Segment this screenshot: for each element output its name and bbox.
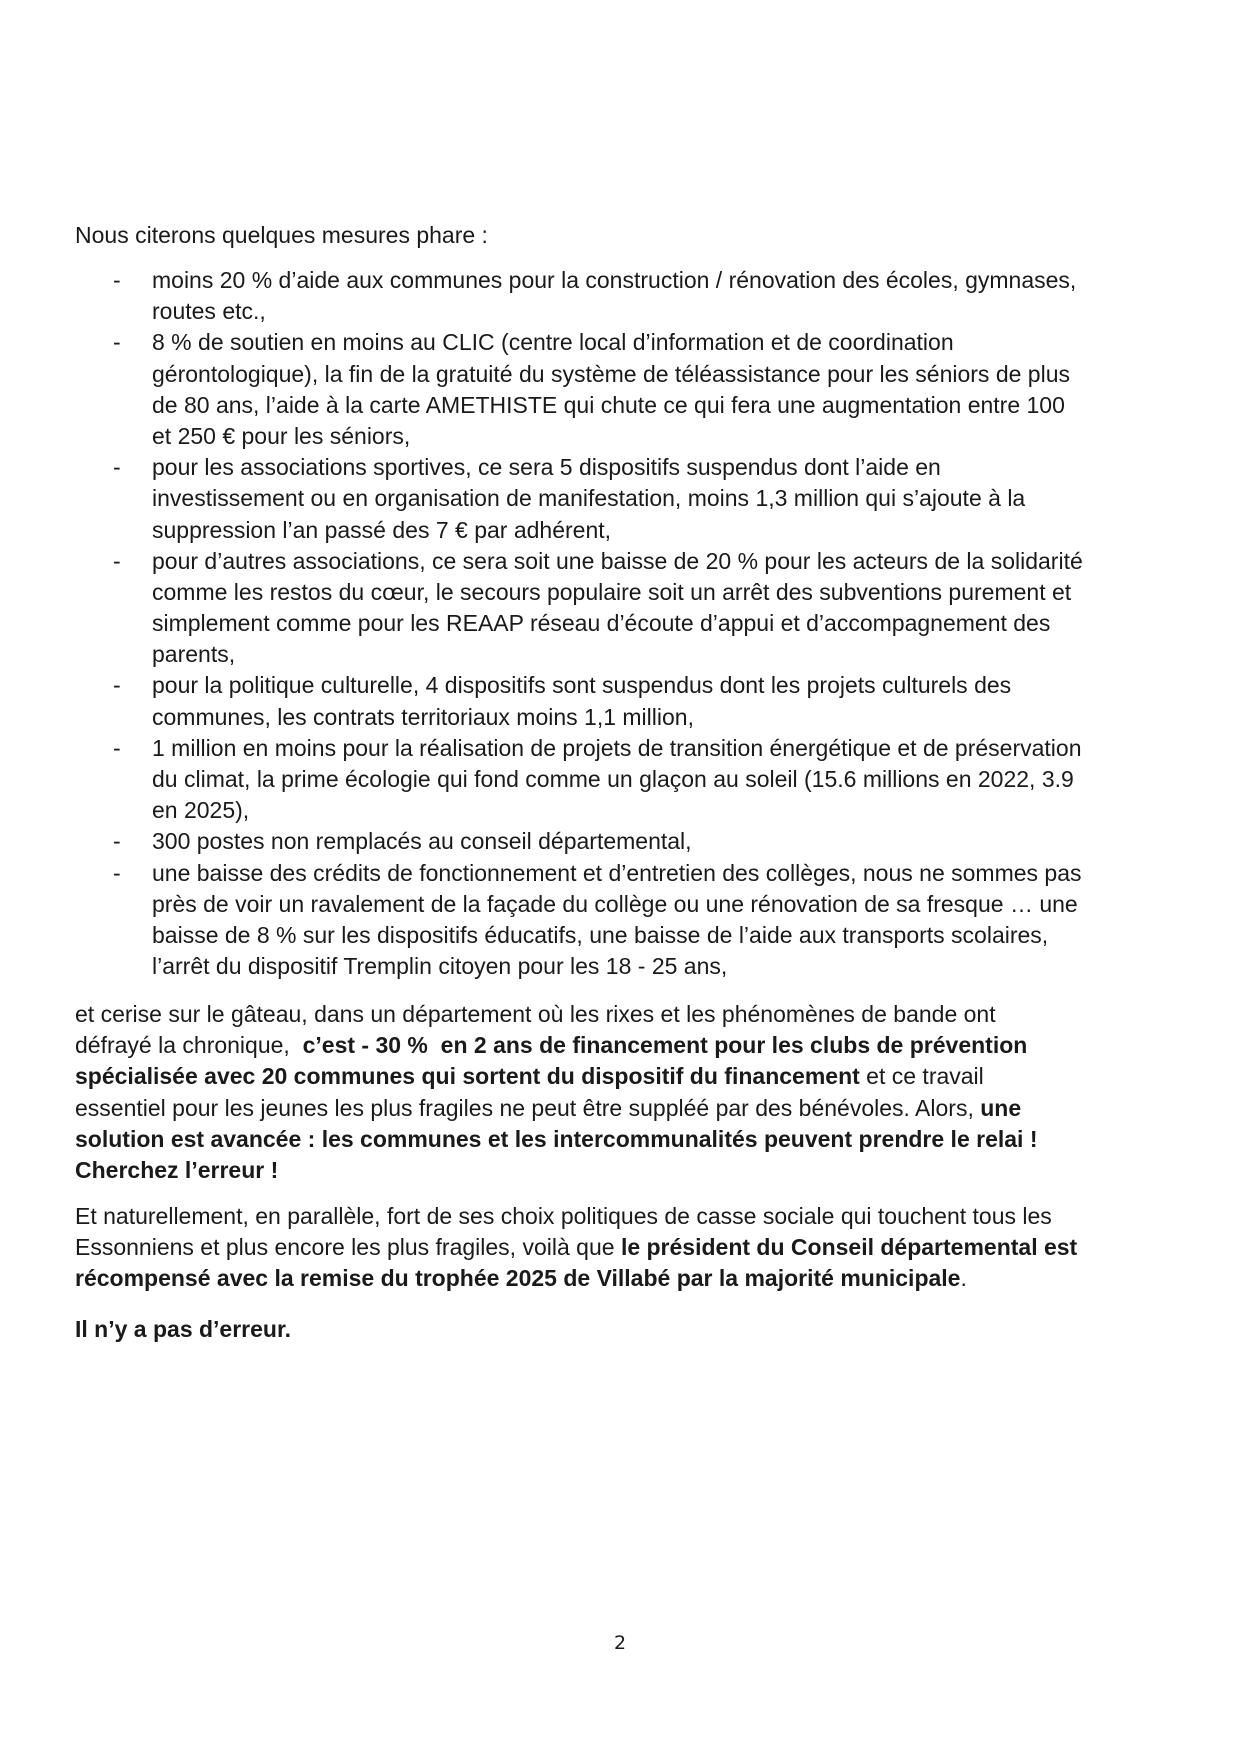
- bold-text: Il n’y a pas d’erreur.: [75, 1316, 292, 1342]
- list-item: [75, 327, 1083, 452]
- paragraph-line: [75, 1263, 1077, 1294]
- paragraph-trophy: [75, 1201, 1077, 1295]
- intro-text: Nous citerons quelques mesures phare :: [75, 222, 488, 248]
- list-item-line: routes etc.,: [152, 298, 266, 325]
- list-item-line: investissement ou en organisation de manifestation, moins 1,3 million qui s’ajoute à la: [152, 485, 1026, 512]
- list-item-line: 300 postes non remplacés au conseil départemental,: [152, 828, 692, 855]
- paragraph-line: [75, 1232, 1077, 1263]
- list-item: [75, 452, 1083, 546]
- list-item-line: et 250 € pour les séniors,: [152, 422, 411, 449]
- bold-text: Cherchez l’erreur !: [75, 1156, 279, 1183]
- bullet-dash: -: [113, 267, 121, 293]
- paragraph-prevention: [75, 999, 1038, 1186]
- bold-text: c’est - 30 % en 2 ans de financement pour les clubs de prévention: [302, 1032, 1028, 1059]
- list-item: [75, 826, 1083, 857]
- list-item-line: près de voir un ravalement de la façade du collège ou une rénovation de sa fresque … une: [152, 890, 1078, 917]
- paragraph-line: [75, 1093, 1038, 1124]
- paragraph-line: [75, 1314, 291, 1345]
- list-item-line: gérontologique), la fin de la gratuité du système de téléassistance pour les séniors de plus: [152, 360, 1070, 387]
- text-run: et cerise sur le gâteau, dans un département où les rixes et les phénomènes de bande ont: [75, 1001, 996, 1027]
- list-item-line: communes, les contrats territoriaux moins 1,1 million,: [152, 703, 694, 730]
- list-item: [75, 546, 1083, 671]
- list-item-line: pour la politique culturelle, 4 dispositifs sont suspendus dont les projets culturels des: [152, 672, 1012, 699]
- bold-text: solution est avancée : les communes et les intercommunalités peuvent prendre le relai !: [75, 1125, 1038, 1152]
- bullet-dash: -: [113, 828, 121, 855]
- bullet-dash: -: [113, 672, 121, 699]
- list-item-line: parents,: [152, 641, 236, 668]
- bullet-dash: -: [113, 329, 121, 356]
- paragraph-conclusion: [75, 1314, 291, 1345]
- text-run: essentiel pour les jeunes les plus fragiles ne peut être suppléé par des bénévoles. Alors,: [75, 1094, 981, 1121]
- list-item: [75, 265, 1083, 327]
- list-item-line: en 2025),: [152, 797, 250, 824]
- bullet-dash: -: [113, 547, 121, 574]
- list-item-line: pour d’autres associations, ce sera soit une baisse de 20 % pour les acteurs de la solidarité: [152, 547, 1083, 574]
- list-item-line: baisse de 8 % sur les dispositifs éducatifs, une baisse de l’aide aux transports scolaires,: [152, 921, 1049, 948]
- list-item: [75, 858, 1083, 983]
- text-run: .: [960, 1265, 967, 1292]
- bullet-dash: -: [113, 454, 121, 481]
- paragraph-line: [75, 1124, 1038, 1155]
- list-item-line: une baisse des crédits de fonctionnement et d’entretien des collèges, nous ne sommes pas: [152, 859, 1082, 886]
- list-item: [75, 733, 1083, 827]
- bullet-dash: -: [113, 859, 121, 886]
- list-item-line: l’arrêt du dispositif Tremplin citoyen pour les 18 - 25 ans,: [152, 953, 728, 980]
- paragraph-line: [75, 999, 1038, 1030]
- list-item-line: pour les associations sportives, ce sera 5 dispositifs suspendus dont l’aide en: [152, 454, 941, 481]
- paragraph-line: [75, 1061, 1038, 1092]
- text-run: défrayé la chronique,: [75, 1032, 303, 1059]
- paragraph-line: [75, 1155, 1038, 1186]
- list-item-line: comme les restos du cœur, le secours populaire soit un arrêt des subventions purement et: [152, 578, 1072, 605]
- list-item-line: simplement comme pour les REAAP réseau d’écoute d’appui et d’accompagnement des: [152, 610, 1051, 637]
- bold-text: le président du Conseil départemental est: [620, 1234, 1078, 1261]
- paragraph-line: [75, 1201, 1077, 1232]
- list-item-line: de 80 ans, l’aide à la carte AMETHISTE qui chute ce qui fera une augmentation entre 100: [152, 391, 1065, 418]
- bullet-dash: -: [113, 734, 121, 761]
- paragraph-line: [75, 1030, 1038, 1061]
- list-item-line: moins 20 % d’aide aux communes pour la construction / rénovation des écoles, gymnases,: [152, 267, 1077, 293]
- measures-list: [75, 265, 1083, 982]
- text-run: et ce travail: [859, 1063, 984, 1090]
- list-item-line: du climat, la prime écologie qui fond comme un glaçon au soleil (15.6 millions en 2022, 3.9: [152, 766, 1074, 792]
- page-number: 2: [613, 1632, 627, 1654]
- list-item: [75, 670, 1083, 732]
- bold-text: une: [980, 1094, 1022, 1121]
- bold-text: récompensé avec la remise du trophée 2025 de Villabé par la majorité municipale: [75, 1265, 961, 1292]
- list-item-line: 1 million en moins pour la réalisation de projets de transition énergétique et de préservation: [152, 734, 1082, 761]
- bold-text: spécialisée avec 20 communes qui sortent du dispositif du financement: [75, 1063, 860, 1090]
- text-run: Essonniens et plus encore les plus fragiles, voilà que: [75, 1234, 621, 1261]
- list-item-line: 8 % de soutien en moins au CLIC (centre local d’information et de coordination: [152, 329, 954, 356]
- list-item-line: suppression l’an passé des 7 € par adhérent,: [152, 516, 612, 543]
- text-run: Et naturellement, en parallèle, fort de ses choix politiques de casse sociale qui touchent tous les: [75, 1203, 1052, 1229]
